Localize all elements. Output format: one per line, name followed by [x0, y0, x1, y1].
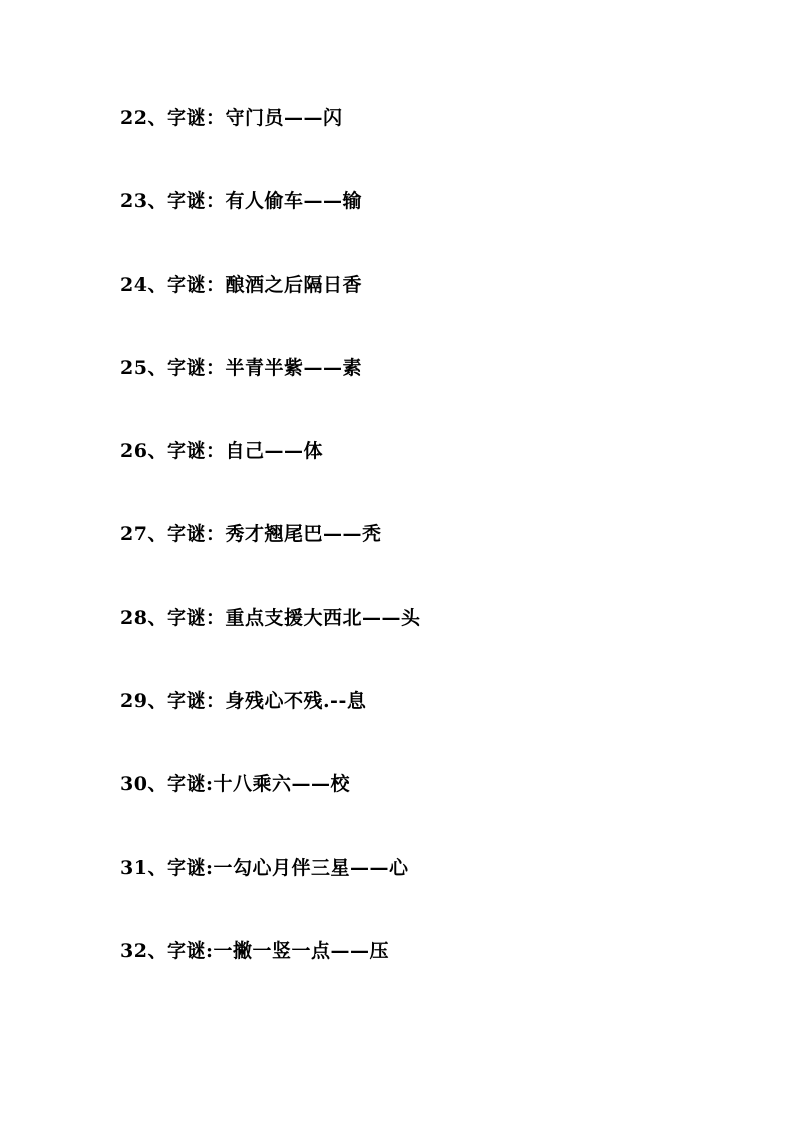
riddle-line: 32、字谜:一撇一竖一点——压 — [120, 939, 389, 962]
riddle-line: 22、字谜：守门员——闪 — [120, 107, 343, 129]
riddle-line: 31、字谜:一勾心月伴三星——心 — [120, 856, 409, 879]
riddle-list — [120, 104, 420, 1020]
riddle-line: 24、字谜：酿酒之后隔日香 — [120, 273, 362, 296]
riddle-line: 26、字谜：自己——体 — [120, 440, 323, 463]
riddle-line: 27、字谜：秀才翘尾巴——秃 — [120, 523, 382, 546]
riddle-line: 23、字谜：有人偷车——输 — [120, 190, 362, 213]
riddle-line: 28、字谜：重点支援大西北——头 — [120, 606, 421, 629]
riddle-line: 25、字谜：半青半紫——素 — [120, 356, 362, 379]
riddle-line: 29、字谜：身残心不残.--息 — [120, 690, 367, 713]
riddle-line: 30、字谜:十八乘六——校 — [120, 773, 350, 796]
